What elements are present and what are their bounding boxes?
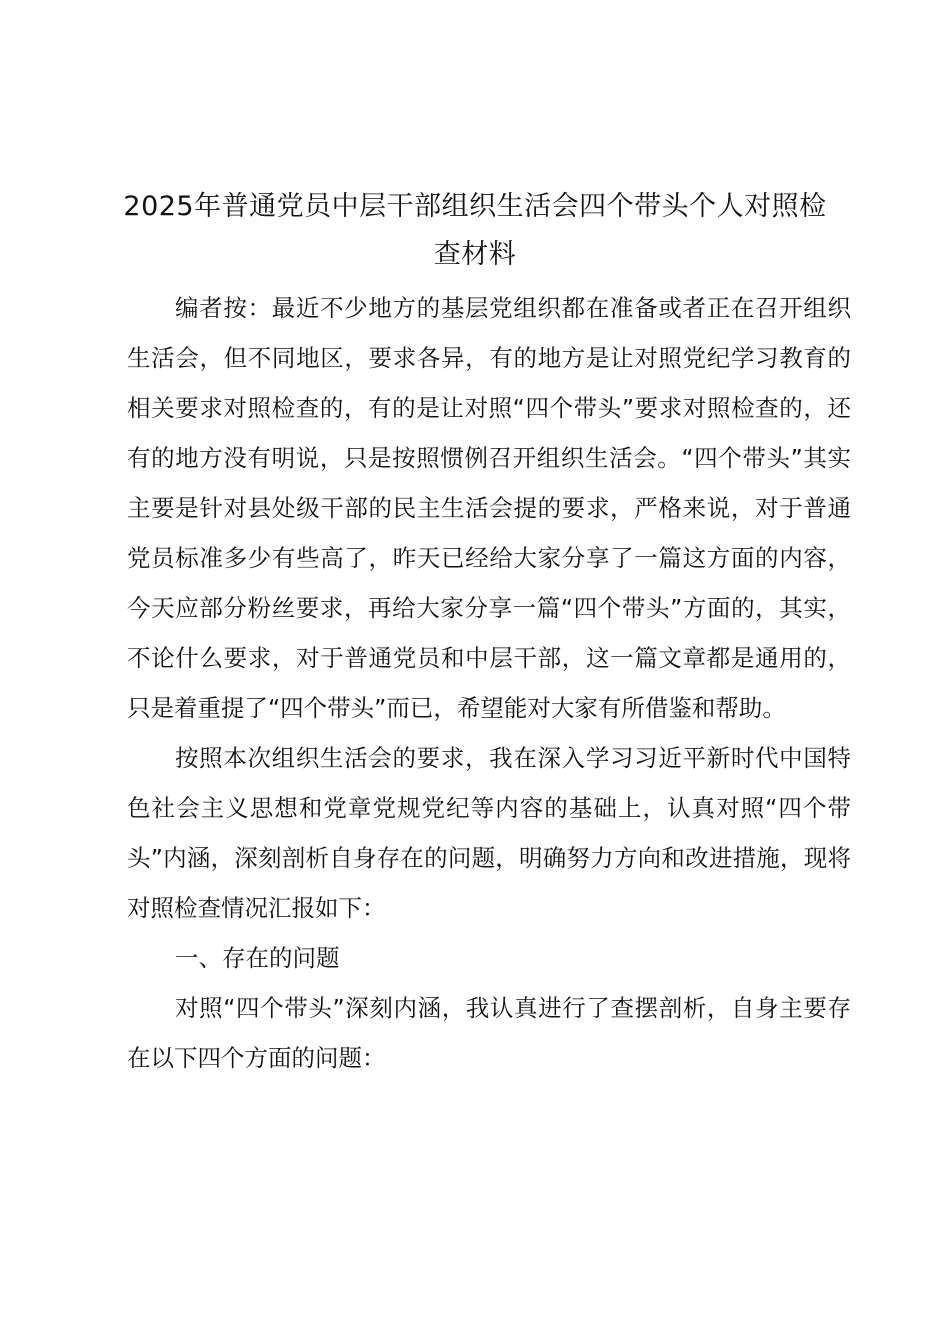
document-body xyxy=(127,283,851,1083)
editor-note-paragraph: 编者按：最近不少地方的基层党组织都在准备或者正在召开组织生活会，但不同地区，要求各异，有的地方是让对照党纪学习教育的相关要求对照检查的，有的是让对照“四个带头”要求对照检查的，还有的地方没有明说，只是按照惯例召开组织生活会。“四个带头”其实主要是针对县处级干部的民主生活会提的要求，严格来说，对于普通党员标准多少有些高了，昨天已经给大家分享了一篇这方面的内容，今天应部分粉丝要求，再给大家分享一篇“四个带头”方面的，其实，不论什么要求，对于普通党员和中层干部，这一篇文章都是通用的，只是着重提了“四个带头”而已，希望能对大家有所借鉴和帮助。 xyxy=(127,294,851,722)
section-paragraph: 对照“四个带头”深刻内涵，我认真进行了查摆剖析，自身主要存在以下四个方面的问题： xyxy=(127,994,851,1072)
section-heading: 一、存在的问题 xyxy=(175,944,340,972)
intro-paragraph: 按照本次组织生活会的要求，我在深入学习习近平新时代中国特色社会主义思想和党章党规党纪等内容的基础上，认真对照“四个带头”内涵，深刻剖析自身存在的问题，明确努力方向和改进措施，现将对照检查情况汇报如下： xyxy=(127,744,851,922)
document-title: 2025年普通党员中层干部组织生活会四个带头个人对照检查材料 xyxy=(123,191,827,270)
